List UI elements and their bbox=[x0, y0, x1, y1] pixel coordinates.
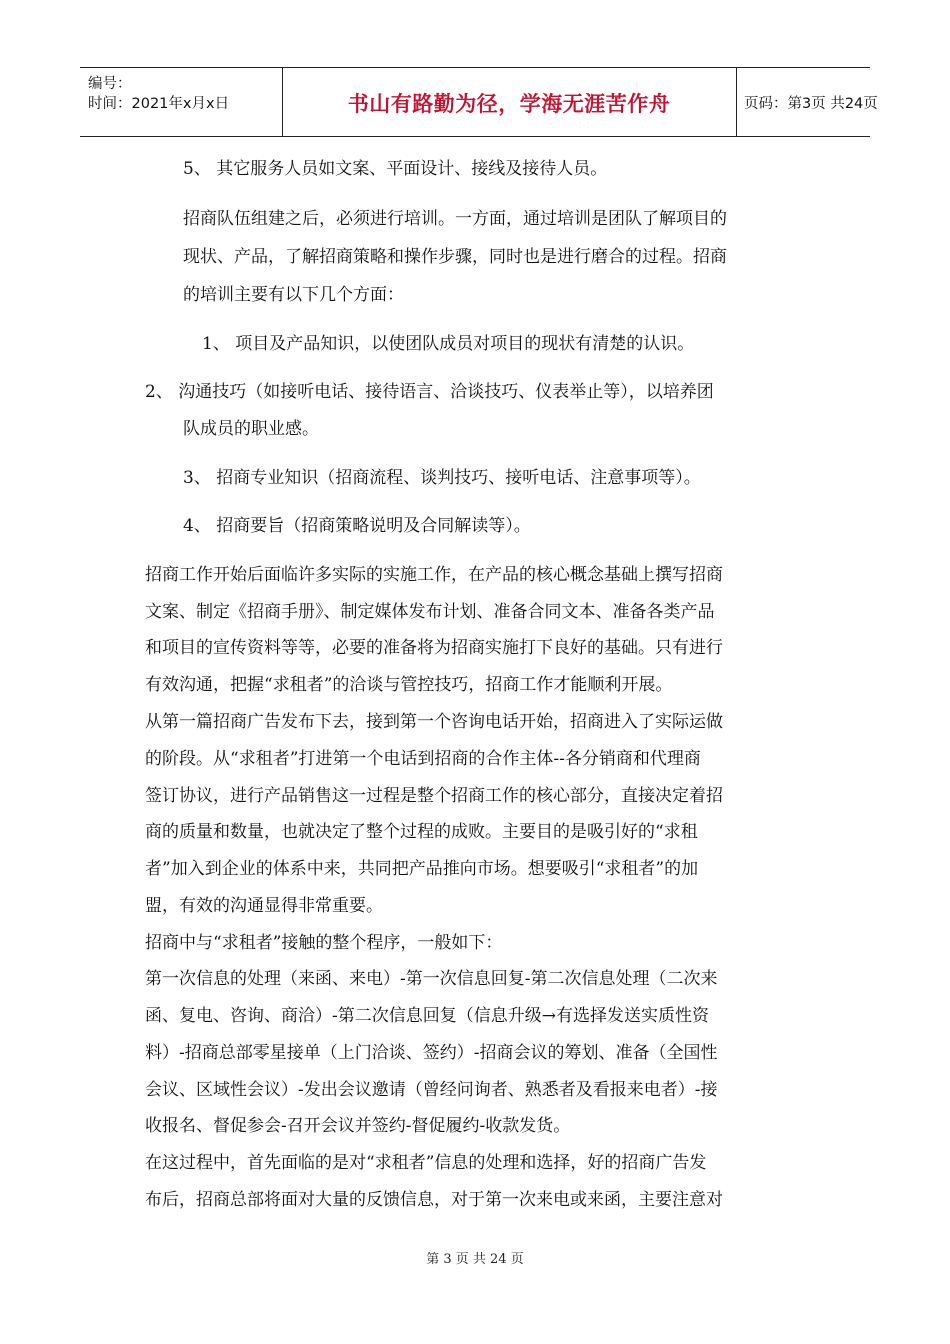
text-line: 有效沟通，把握“求租者”的洽谈与管控技巧，招商工作才能顺利开展。 bbox=[145, 675, 673, 695]
page-info: 页码：第3页 共24页 bbox=[744, 96, 878, 112]
text-line: 和项目的宣传资料等等，必要的准备将为招商实施打下良好的基础。只有进行 bbox=[145, 638, 723, 658]
text-line: 签订协议，进行产品销售这一过程是整个招商工作的核心部分，直接决定着招 bbox=[145, 786, 723, 806]
text-line: 在这过程中，首先面临的是对“求租者”信息的处理和选择，好的招商广告发 bbox=[145, 1153, 707, 1173]
page-header bbox=[80, 67, 878, 137]
text-line: 文案、制定《招商手册》、制定媒体发布计划、准备合同文本、准备各类产品 bbox=[145, 602, 715, 622]
header-page-cell bbox=[736, 68, 878, 136]
text-line: 者”加入到企业的体系中来，共同把产品推向市场。想要吸引“求租者”的加 bbox=[145, 859, 699, 879]
text-line: 1、 项目及产品知识，以使团队成员对项目的现状有清楚的认识。 bbox=[202, 334, 695, 354]
header-motto-cell bbox=[282, 68, 737, 136]
header-meta-cell bbox=[80, 68, 283, 136]
text-line: 的阶段。从“求租者”打进第一个电话到招商的合作主体--各分销商和代理商 bbox=[145, 749, 701, 769]
text-line: 的培训主要有以下几个方面： bbox=[183, 285, 404, 305]
text-line: 第一次信息的处理（来函、来电）-第一次信息回复-第二次信息处理（二次来 bbox=[145, 969, 718, 989]
text-line: 函、复电、咨询、商洽）-第二次信息回复（信息升级→有选择发送实质性资 bbox=[145, 1006, 709, 1026]
text-line: 3、 招商专业知识（招商流程、谈判技巧、接听电话、注意事项等）。 bbox=[183, 468, 701, 488]
text-line: 招商中与“求租者”接触的整个程序，一般如下： bbox=[145, 933, 503, 953]
text-line: 料）-招商总部零星接单（上门洽谈、签约）-招商会议的筹划、准备（全国性 bbox=[145, 1043, 718, 1063]
text-line: 会议、区域性会议）-发出会议邀请（曾经问询者、熟悉者及看报来电者）-接 bbox=[145, 1080, 718, 1100]
text-line: 招商队伍组建之后，必须进行培训。一方面，通过培训是团队了解项目的 bbox=[183, 209, 727, 229]
text-line: 布后，招商总部将面对大量的反馈信息，对于第一次来电或来函，主要注意对 bbox=[145, 1190, 723, 1210]
text-line: 队成员的职业感。 bbox=[183, 419, 319, 439]
text-line: 4、 招商要旨（招商策略说明及合同解读等）。 bbox=[183, 516, 531, 536]
page-footer: 第 3 页 共 24 页 bbox=[426, 1252, 524, 1267]
text-line: 商的质量和数量，也就决定了整个过程的成败。主要目的是吸引好的“求租 bbox=[145, 822, 698, 842]
text-line: 2、 沟通技巧（如接听电话、接待语言、洽谈技巧、仪表举止等），以培养团 bbox=[145, 382, 714, 402]
text-line: 现状、产品，了解招商策略和操作步骤，同时也是进行磨合的过程。招商 bbox=[183, 247, 727, 267]
text-line: 从第一篇招商广告发布下去，接到第一个咨询电话开始，招商进入了实际运做 bbox=[145, 712, 723, 732]
text-line: 盟，有效的沟通显得非常重要。 bbox=[145, 896, 383, 916]
motto: 书山有路勤为径，学海无涯苦作舟 bbox=[347, 92, 671, 116]
text-line: 收报名、督促参会-召开会议并签约-督促履约-收款发货。 bbox=[145, 1116, 571, 1136]
time-label: 时间：2021年x月x日 bbox=[88, 96, 230, 112]
text-line: 5、 其它服务人员如文案、平面设计、接线及接待人员。 bbox=[183, 159, 608, 179]
text-line: 招商工作开始后面临许多实际的实施工作，在产品的核心概念基础上撰写招商 bbox=[145, 565, 723, 585]
code-label: 编号： bbox=[88, 76, 132, 92]
